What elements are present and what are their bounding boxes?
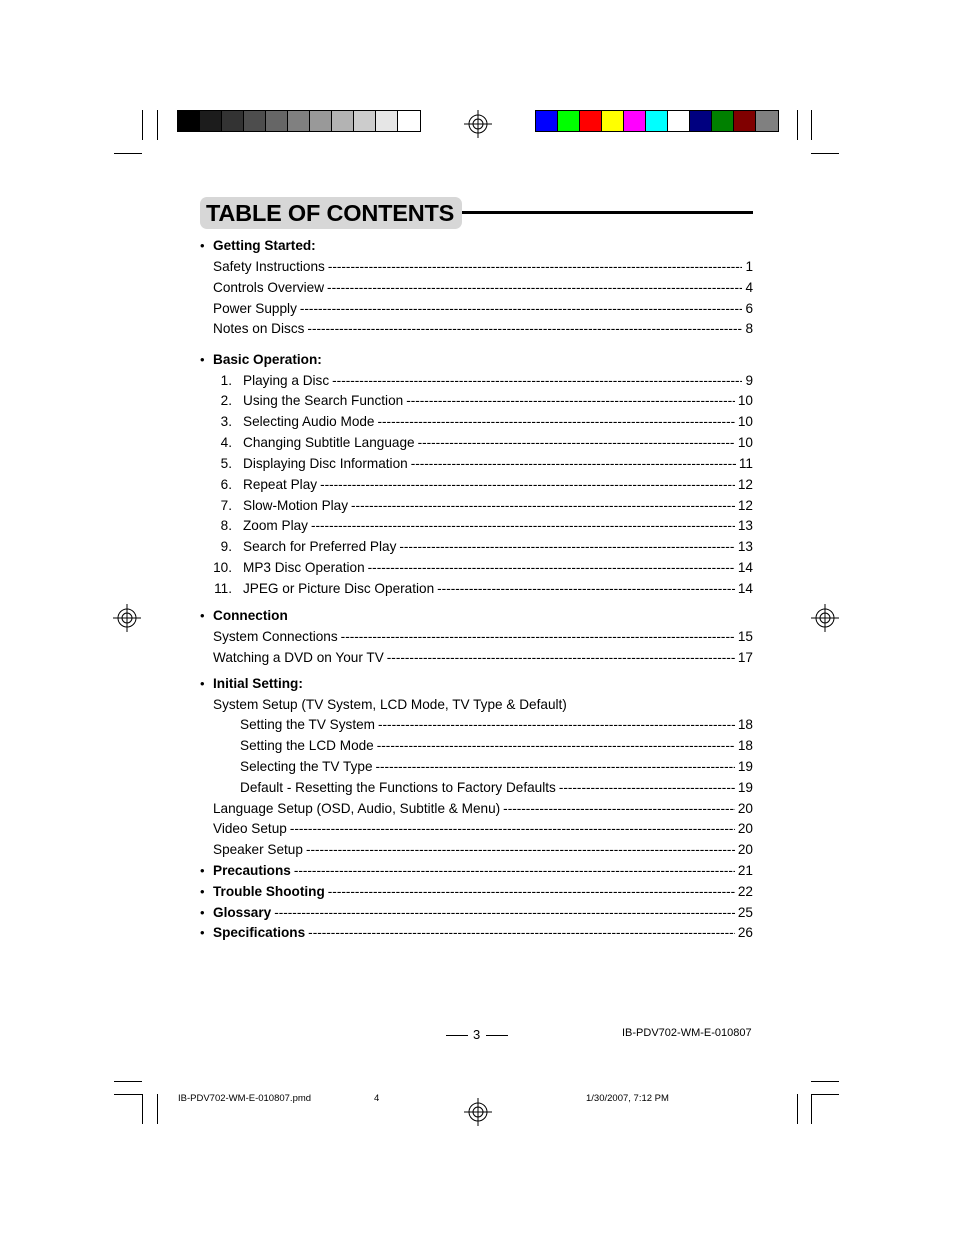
bullet: • <box>200 863 205 878</box>
color-swatch <box>376 111 398 131</box>
item-number: 4. <box>220 435 232 450</box>
registration-mark-icon <box>464 1098 492 1126</box>
color-swatch <box>310 111 332 131</box>
color-swatch <box>266 111 288 131</box>
toc-entry[interactable]: Default - Resetting the Functions to Factory Defaults ----- 19 <box>240 779 753 797</box>
toc-entry[interactable]: Power Supply ----- 6 <box>213 300 753 318</box>
color-swatch <box>332 111 354 131</box>
toc-entry[interactable]: Selecting the TV Type ----- 19 <box>240 758 753 776</box>
color-swatch <box>222 111 244 131</box>
toc-subheading[interactable]: System Setup (TV System, LCD Mode, TV Type & Default) <box>213 697 567 712</box>
toc-entry[interactable]: MP3 Disc Operation ----- 14 <box>243 559 753 577</box>
toc-entry[interactable]: Using the Search Function ----- 10 <box>243 392 753 410</box>
item-number: 5. <box>220 456 232 471</box>
bullet: • <box>200 608 205 623</box>
registration-mark-icon <box>811 604 839 632</box>
toc-entry[interactable]: Playing a Disc ----- 9 <box>243 372 753 390</box>
color-swatch <box>624 111 646 131</box>
toc-entry[interactable]: Setting the LCD Mode ----- 18 <box>240 737 753 755</box>
item-number: 7. <box>220 498 232 513</box>
item-number: 11. <box>214 581 232 596</box>
page-title: TABLE OF CONTENTS <box>200 197 462 229</box>
page-number: 3 <box>446 1026 508 1044</box>
color-swatch <box>536 111 558 131</box>
slug-filename: IB-PDV702-WM-E-010807.pmd <box>178 1093 312 1104</box>
toc-entry[interactable]: Watching a DVD on Your TV ----- 17 <box>213 649 753 667</box>
toc-entry[interactable]: System Connections ----- 15 <box>213 628 753 646</box>
toc-entry[interactable]: Displaying Disc Information ----- 11 <box>243 455 753 473</box>
slug-datetime: 1/30/2007, 7:12 PM <box>586 1093 669 1104</box>
toc-entry[interactable]: Zoom Play ----- 13 <box>243 517 753 535</box>
section-heading: Basic Operation: <box>213 352 322 367</box>
color-swatch <box>602 111 624 131</box>
bullet: • <box>200 676 205 691</box>
color-swatch <box>756 111 778 131</box>
color-swatch <box>690 111 712 131</box>
toc-entry[interactable]: Search for Preferred Play ----- 13 <box>243 538 753 556</box>
registration-mark-icon <box>113 604 141 632</box>
bullet: • <box>200 905 205 920</box>
bullet: • <box>200 925 205 940</box>
toc-entry[interactable]: Controls Overview ----- 4 <box>213 279 753 297</box>
bullet: • <box>200 352 205 367</box>
toc-entry[interactable]: Changing Subtitle Language ----- 10 <box>243 434 753 452</box>
toc-entry[interactable]: Safety Instructions ----- 1 <box>213 258 753 276</box>
toc-entry[interactable]: Speaker Setup ----- 20 <box>213 841 753 859</box>
section-heading: Getting Started: <box>213 238 316 253</box>
section-heading: Initial Setting: <box>213 676 303 691</box>
item-number: 10. <box>213 560 232 575</box>
toc-entry[interactable]: Selecting Audio Mode ----- 10 <box>243 413 753 431</box>
section-heading: Connection <box>213 608 288 623</box>
registration-mark-icon <box>464 110 492 138</box>
toc-entry[interactable]: JPEG or Picture Disc Operation ----- 14 <box>243 580 753 598</box>
color-swatch <box>580 111 602 131</box>
toc-entry-trouble-shooting[interactable]: Trouble Shooting ----- 22 <box>213 883 753 901</box>
color-swatch <box>354 111 376 131</box>
color-swatch <box>288 111 310 131</box>
toc-entry[interactable]: Setting the TV System ----- 18 <box>240 716 753 734</box>
toc-entry-specifications[interactable]: Specifications ----- 26 <box>213 924 753 942</box>
bullet: • <box>200 238 205 253</box>
toc-entry[interactable]: Video Setup ----- 20 <box>213 820 753 838</box>
color-swatch <box>734 111 756 131</box>
toc-entry[interactable]: Slow-Motion Play ----- 12 <box>243 497 753 515</box>
item-number: 1. <box>220 373 232 388</box>
toc-entry[interactable]: Language Setup (OSD, Audio, Subtitle & Menu) ----- 20 <box>213 800 753 818</box>
item-number: 8. <box>220 518 232 533</box>
slug-page: 4 <box>374 1093 380 1104</box>
item-number: 2. <box>220 393 232 408</box>
document-id: IB-PDV702-WM-E-010807 <box>622 1027 752 1039</box>
color-swatch <box>668 111 690 131</box>
color-swatch <box>244 111 266 131</box>
bullet: • <box>200 884 205 899</box>
toc-entry-precautions[interactable]: Precautions ----- 21 <box>213 862 753 880</box>
toc-entry[interactable]: Notes on Discs ----- 8 <box>213 320 753 338</box>
color-swatch <box>646 111 668 131</box>
title-rule <box>462 211 753 214</box>
color-swatch <box>178 111 200 131</box>
toc-entry[interactable]: Repeat Play ----- 12 <box>243 476 753 494</box>
color-bar <box>535 110 779 132</box>
color-swatch <box>712 111 734 131</box>
color-swatch <box>398 111 420 131</box>
item-number: 9. <box>220 539 232 554</box>
color-swatch <box>558 111 580 131</box>
toc-entry-glossary[interactable]: Glossary ----- 25 <box>213 904 753 922</box>
color-swatch <box>200 111 222 131</box>
item-number: 3. <box>220 414 232 429</box>
gray-color-bar <box>177 110 421 132</box>
item-number: 6. <box>220 477 232 492</box>
